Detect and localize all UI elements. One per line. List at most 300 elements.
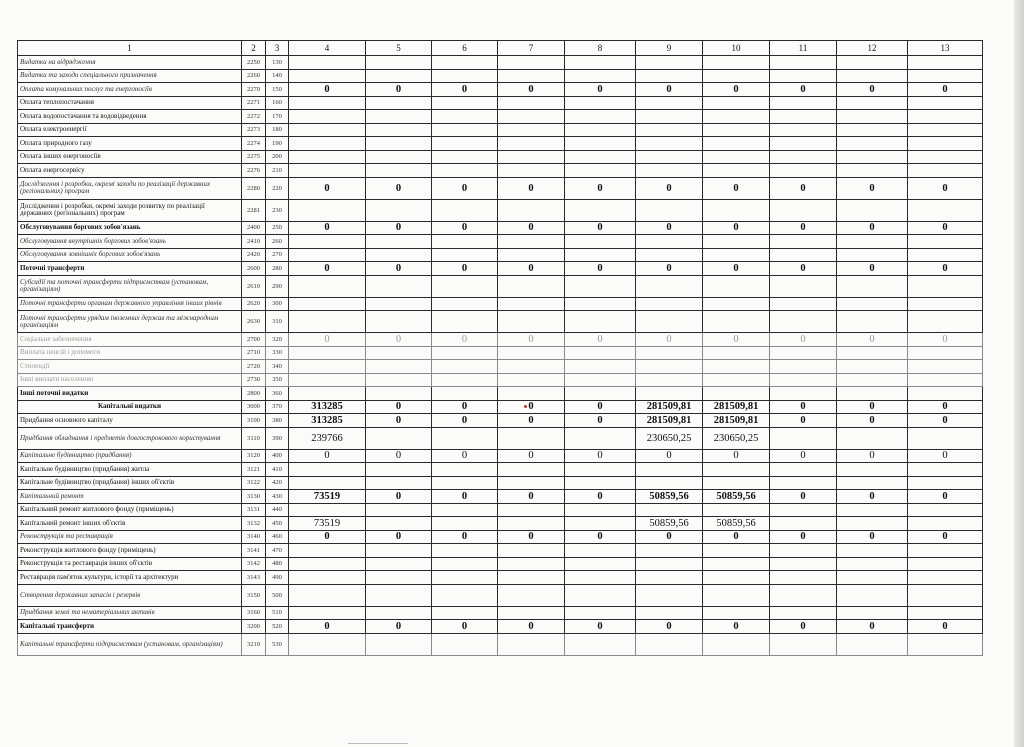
value-cell	[432, 633, 498, 655]
kekv-code: 2270	[242, 83, 266, 97]
value-cell	[498, 360, 565, 374]
value-cell	[908, 311, 983, 333]
value-cell	[498, 387, 565, 401]
value-cell	[432, 584, 498, 606]
value-cell	[837, 557, 908, 571]
table-row	[18, 530, 983, 544]
table-row	[18, 164, 983, 178]
value-cell	[565, 387, 636, 401]
value-cell: 281509,81	[636, 414, 703, 428]
value-cell	[498, 544, 565, 558]
value-cell: 0	[837, 262, 908, 276]
value-cell	[837, 311, 908, 333]
table-row	[18, 221, 983, 235]
kekv-code: 3131	[242, 503, 266, 517]
value-cell	[565, 360, 636, 374]
column-number: 3	[266, 41, 289, 56]
value-cell: 0	[366, 414, 432, 428]
table-row	[18, 571, 983, 585]
value-cell	[432, 346, 498, 360]
value-cell: 0	[565, 221, 636, 235]
value-cell: 0	[432, 221, 498, 235]
ink-speck	[524, 405, 527, 408]
table-row	[18, 110, 983, 124]
value-cell	[289, 606, 366, 620]
value-cell	[837, 110, 908, 124]
value-cell	[908, 297, 983, 311]
value-cell	[703, 150, 770, 164]
kekv-code: 2260	[242, 69, 266, 83]
value-cell	[565, 346, 636, 360]
kekv-code: 3140	[242, 530, 266, 544]
value-cell	[565, 633, 636, 655]
value-cell	[565, 517, 636, 531]
value-cell: 0	[837, 221, 908, 235]
value-cell	[498, 571, 565, 585]
value-cell	[837, 297, 908, 311]
value-cell	[366, 517, 432, 531]
value-cell	[837, 275, 908, 297]
value-cell: 0	[498, 221, 565, 235]
value-cell	[837, 373, 908, 387]
kekv-code: 3200	[242, 620, 266, 634]
row-label: Оплата водопостачання та водовідведення	[18, 110, 242, 124]
value-cell	[636, 69, 703, 83]
value-cell	[366, 248, 432, 262]
value-cell: 0	[565, 333, 636, 347]
value-cell	[366, 557, 432, 571]
value-cell	[565, 311, 636, 333]
value-cell	[366, 606, 432, 620]
row-label: Оплата енергосервісу	[18, 164, 242, 178]
value-cell	[770, 571, 837, 585]
value-cell	[565, 544, 636, 558]
value-cell	[770, 476, 837, 490]
value-cell	[289, 275, 366, 297]
value-cell: 0	[770, 221, 837, 235]
value-cell	[366, 346, 432, 360]
value-cell	[289, 571, 366, 585]
value-cell	[703, 503, 770, 517]
value-cell	[908, 503, 983, 517]
value-cell: 0	[289, 620, 366, 634]
kekv-code: 3000	[242, 400, 266, 414]
value-cell: 0	[770, 83, 837, 97]
value-cell	[770, 517, 837, 531]
value-cell	[366, 463, 432, 477]
value-cell: 0	[498, 620, 565, 634]
value-cell	[703, 633, 770, 655]
value-cell	[770, 373, 837, 387]
kekv-code: 2250	[242, 56, 266, 70]
value-cell	[908, 235, 983, 249]
value-cell	[837, 199, 908, 221]
value-cell	[837, 387, 908, 401]
value-cell	[289, 463, 366, 477]
kekv-code: 2281	[242, 199, 266, 221]
value-cell	[770, 360, 837, 374]
value-cell	[565, 373, 636, 387]
value-cell	[770, 633, 837, 655]
value-cell	[432, 311, 498, 333]
value-cell	[432, 360, 498, 374]
value-cell	[366, 275, 432, 297]
value-cell	[636, 387, 703, 401]
value-cell: 0	[703, 83, 770, 97]
value-cell	[432, 427, 498, 449]
row-label: Оплата природного газу	[18, 137, 242, 151]
value-cell	[565, 557, 636, 571]
value-cell	[703, 584, 770, 606]
value-cell: 0	[565, 83, 636, 97]
value-cell: 0	[703, 620, 770, 634]
value-cell: 0	[908, 177, 983, 199]
value-cell	[432, 69, 498, 83]
row-label: Капітальний ремонт житлового фонду (приміщень)	[18, 503, 242, 517]
value-cell	[289, 164, 366, 178]
value-cell	[770, 606, 837, 620]
value-cell	[908, 123, 983, 137]
value-cell: 0	[908, 620, 983, 634]
row-code: 130	[266, 56, 289, 70]
value-cell	[636, 199, 703, 221]
kekv-code: 3110	[242, 427, 266, 449]
value-cell	[498, 606, 565, 620]
value-cell	[636, 606, 703, 620]
table-row	[18, 360, 983, 374]
table-row	[18, 633, 983, 655]
value-cell	[908, 346, 983, 360]
row-label: Соціальне забезпечення	[18, 333, 242, 347]
value-cell	[837, 248, 908, 262]
value-cell	[908, 463, 983, 477]
row-code: 380	[266, 414, 289, 428]
value-cell	[837, 517, 908, 531]
row-label: Реконструкція та реставрація інших об'єктів	[18, 557, 242, 571]
value-cell	[432, 199, 498, 221]
value-cell: 0	[366, 177, 432, 199]
row-label: Видатки та заходи спеціального призначення	[18, 69, 242, 83]
row-label: Капітальне будівництво (придбання) житла	[18, 463, 242, 477]
row-code: 510	[266, 606, 289, 620]
table-row	[18, 56, 983, 70]
value-cell	[770, 199, 837, 221]
kekv-code: 3132	[242, 517, 266, 531]
table-row	[18, 248, 983, 262]
value-cell	[289, 311, 366, 333]
value-cell	[770, 137, 837, 151]
value-cell: 0	[703, 262, 770, 276]
value-cell	[366, 633, 432, 655]
value-cell: 0	[432, 620, 498, 634]
value-cell	[432, 557, 498, 571]
value-cell: 0	[703, 333, 770, 347]
value-cell	[837, 150, 908, 164]
value-cell	[636, 311, 703, 333]
row-label: Обслуговування зовнішніх боргових зобов'язань	[18, 248, 242, 262]
row-label: Оплата електроенергії	[18, 123, 242, 137]
table-row	[18, 503, 983, 517]
value-cell: 50859,56	[703, 517, 770, 531]
value-cell	[908, 373, 983, 387]
value-cell	[498, 633, 565, 655]
value-cell	[636, 463, 703, 477]
kekv-code: 3141	[242, 544, 266, 558]
value-cell: 0	[432, 490, 498, 504]
row-code: 430	[266, 490, 289, 504]
value-cell	[565, 150, 636, 164]
row-label: Придбання обладнання і предметів довгострокового користування	[18, 427, 242, 449]
table-row	[18, 137, 983, 151]
value-cell	[289, 123, 366, 137]
value-cell	[565, 96, 636, 110]
value-cell	[289, 360, 366, 374]
value-cell	[366, 387, 432, 401]
value-cell	[432, 606, 498, 620]
value-cell: 50859,56	[703, 490, 770, 504]
table-row	[18, 150, 983, 164]
kekv-code: 2710	[242, 346, 266, 360]
value-cell	[366, 164, 432, 178]
row-code: 440	[266, 503, 289, 517]
value-cell: 0	[366, 400, 432, 414]
kekv-code: 3143	[242, 571, 266, 585]
kekv-code: 2800	[242, 387, 266, 401]
value-cell	[908, 387, 983, 401]
value-cell: 73519	[289, 490, 366, 504]
value-cell: 0	[908, 262, 983, 276]
value-cell	[837, 69, 908, 83]
value-cell	[703, 235, 770, 249]
value-cell	[703, 248, 770, 262]
value-cell: 0	[565, 620, 636, 634]
table-row	[18, 311, 983, 333]
row-code: 530	[266, 633, 289, 655]
value-cell	[565, 503, 636, 517]
kekv-code: 2275	[242, 150, 266, 164]
table-row	[18, 262, 983, 276]
value-cell	[565, 164, 636, 178]
row-label: Створення державних запасів і резервів	[18, 584, 242, 606]
value-cell: 0	[432, 414, 498, 428]
table-row	[18, 387, 983, 401]
row-code: 400	[266, 449, 289, 463]
value-cell	[366, 584, 432, 606]
value-cell: 0	[837, 414, 908, 428]
value-cell	[565, 427, 636, 449]
value-cell: 0	[432, 400, 498, 414]
value-cell	[498, 123, 565, 137]
value-cell: 0	[565, 490, 636, 504]
value-cell	[703, 275, 770, 297]
value-cell: 0	[770, 262, 837, 276]
value-cell	[837, 503, 908, 517]
row-code: 350	[266, 373, 289, 387]
kekv-code: 3121	[242, 463, 266, 477]
value-cell	[908, 150, 983, 164]
table-row	[18, 463, 983, 477]
value-cell	[636, 56, 703, 70]
kekv-code: 2410	[242, 235, 266, 249]
value-cell	[770, 110, 837, 124]
value-cell	[498, 476, 565, 490]
value-cell	[366, 311, 432, 333]
value-cell	[703, 137, 770, 151]
value-cell	[770, 164, 837, 178]
row-code: 250	[266, 221, 289, 235]
value-cell	[289, 503, 366, 517]
value-cell	[770, 123, 837, 137]
value-cell	[770, 56, 837, 70]
value-cell	[432, 476, 498, 490]
value-cell	[837, 235, 908, 249]
value-cell	[703, 463, 770, 477]
row-label: Поточні трансферти урядам іноземних держав та міжнародним організаціям	[18, 311, 242, 333]
value-cell: 0	[432, 83, 498, 97]
value-cell: 0	[289, 333, 366, 347]
value-cell	[432, 123, 498, 137]
column-number: 12	[837, 41, 908, 56]
value-cell	[636, 503, 703, 517]
row-label: Придбання основного капіталу	[18, 414, 242, 428]
value-cell: 0	[289, 530, 366, 544]
row-label: Поточні трансферти	[18, 262, 242, 276]
row-label: Реставрація пам'яток культури, історії та архітектури	[18, 571, 242, 585]
value-cell: 73519	[289, 517, 366, 531]
value-cell	[703, 346, 770, 360]
table-row	[18, 96, 983, 110]
value-cell	[565, 584, 636, 606]
value-cell: 0	[289, 177, 366, 199]
value-cell: 0	[770, 400, 837, 414]
value-cell: 0	[908, 400, 983, 414]
value-cell	[908, 571, 983, 585]
value-cell	[636, 360, 703, 374]
value-cell	[565, 56, 636, 70]
row-label: Поточні трансферти органам державного управління інших рівнів	[18, 297, 242, 311]
table-row	[18, 69, 983, 83]
value-cell: 230650,25	[636, 427, 703, 449]
value-cell: 0	[703, 177, 770, 199]
value-cell	[366, 427, 432, 449]
value-cell: 281509,81	[636, 400, 703, 414]
row-label: Реконструкція та реставрація	[18, 530, 242, 544]
value-cell	[908, 164, 983, 178]
value-cell	[636, 248, 703, 262]
value-cell: 281509,81	[703, 414, 770, 428]
value-cell: 0	[498, 177, 565, 199]
value-cell	[498, 56, 565, 70]
kekv-code: 3122	[242, 476, 266, 490]
scan-smudge	[348, 743, 408, 744]
value-cell	[636, 557, 703, 571]
column-number: 13	[908, 41, 983, 56]
value-cell	[289, 584, 366, 606]
value-cell	[837, 360, 908, 374]
value-cell	[636, 137, 703, 151]
row-code: 200	[266, 150, 289, 164]
row-code: 390	[266, 427, 289, 449]
value-cell	[498, 503, 565, 517]
value-cell	[703, 571, 770, 585]
row-label: Оплата теплопостачання	[18, 96, 242, 110]
row-code: 300	[266, 297, 289, 311]
value-cell	[770, 557, 837, 571]
value-cell	[770, 150, 837, 164]
value-cell	[565, 606, 636, 620]
column-number: 1	[18, 41, 242, 56]
value-cell	[636, 476, 703, 490]
row-label: Дослідження і розробки, окремі заходи розвитку по реалізації державних (регіональних) програм	[18, 199, 242, 221]
value-cell: 0	[837, 490, 908, 504]
value-cell	[432, 517, 498, 531]
value-cell: 0	[366, 490, 432, 504]
value-cell: 0	[837, 83, 908, 97]
value-cell	[837, 476, 908, 490]
value-cell: 0	[366, 449, 432, 463]
row-code: 320	[266, 333, 289, 347]
kekv-code: 2720	[242, 360, 266, 374]
value-cell: 0	[770, 333, 837, 347]
column-number: 9	[636, 41, 703, 56]
value-cell	[636, 235, 703, 249]
value-cell	[366, 56, 432, 70]
value-cell	[837, 463, 908, 477]
value-cell	[703, 476, 770, 490]
value-cell	[703, 557, 770, 571]
value-cell	[837, 137, 908, 151]
value-cell	[289, 297, 366, 311]
value-cell: 0	[366, 221, 432, 235]
value-cell	[432, 463, 498, 477]
value-cell	[432, 503, 498, 517]
value-cell	[432, 137, 498, 151]
table-row	[18, 199, 983, 221]
row-label: Обслуговування внутрішніх боргових зобов'язань	[18, 235, 242, 249]
value-cell	[366, 373, 432, 387]
row-label: Оплата комунальних послуг та енергоносіїв	[18, 83, 242, 97]
row-label: Капітальне будівництво (придбання) інших об'єктів	[18, 476, 242, 490]
table-row	[18, 400, 983, 414]
value-cell	[908, 606, 983, 620]
value-cell	[636, 346, 703, 360]
value-cell	[432, 544, 498, 558]
value-cell: 0	[565, 530, 636, 544]
kekv-code: 2420	[242, 248, 266, 262]
value-cell	[703, 544, 770, 558]
table-row	[18, 83, 983, 97]
row-code: 280	[266, 262, 289, 276]
table-row	[18, 427, 983, 449]
row-code: 500	[266, 584, 289, 606]
value-cell	[703, 606, 770, 620]
value-cell	[498, 373, 565, 387]
value-cell	[289, 235, 366, 249]
row-code: 270	[266, 248, 289, 262]
row-label: Виплата пенсій і допомоги	[18, 346, 242, 360]
value-cell	[432, 571, 498, 585]
value-cell	[498, 164, 565, 178]
value-cell	[289, 346, 366, 360]
row-code: 310	[266, 311, 289, 333]
row-label: Оплата інших енергоносіїв	[18, 150, 242, 164]
value-cell	[837, 584, 908, 606]
value-cell: 0	[908, 83, 983, 97]
value-cell: 0	[498, 83, 565, 97]
value-cell	[908, 56, 983, 70]
value-cell: 0	[565, 449, 636, 463]
kekv-code: 3142	[242, 557, 266, 571]
